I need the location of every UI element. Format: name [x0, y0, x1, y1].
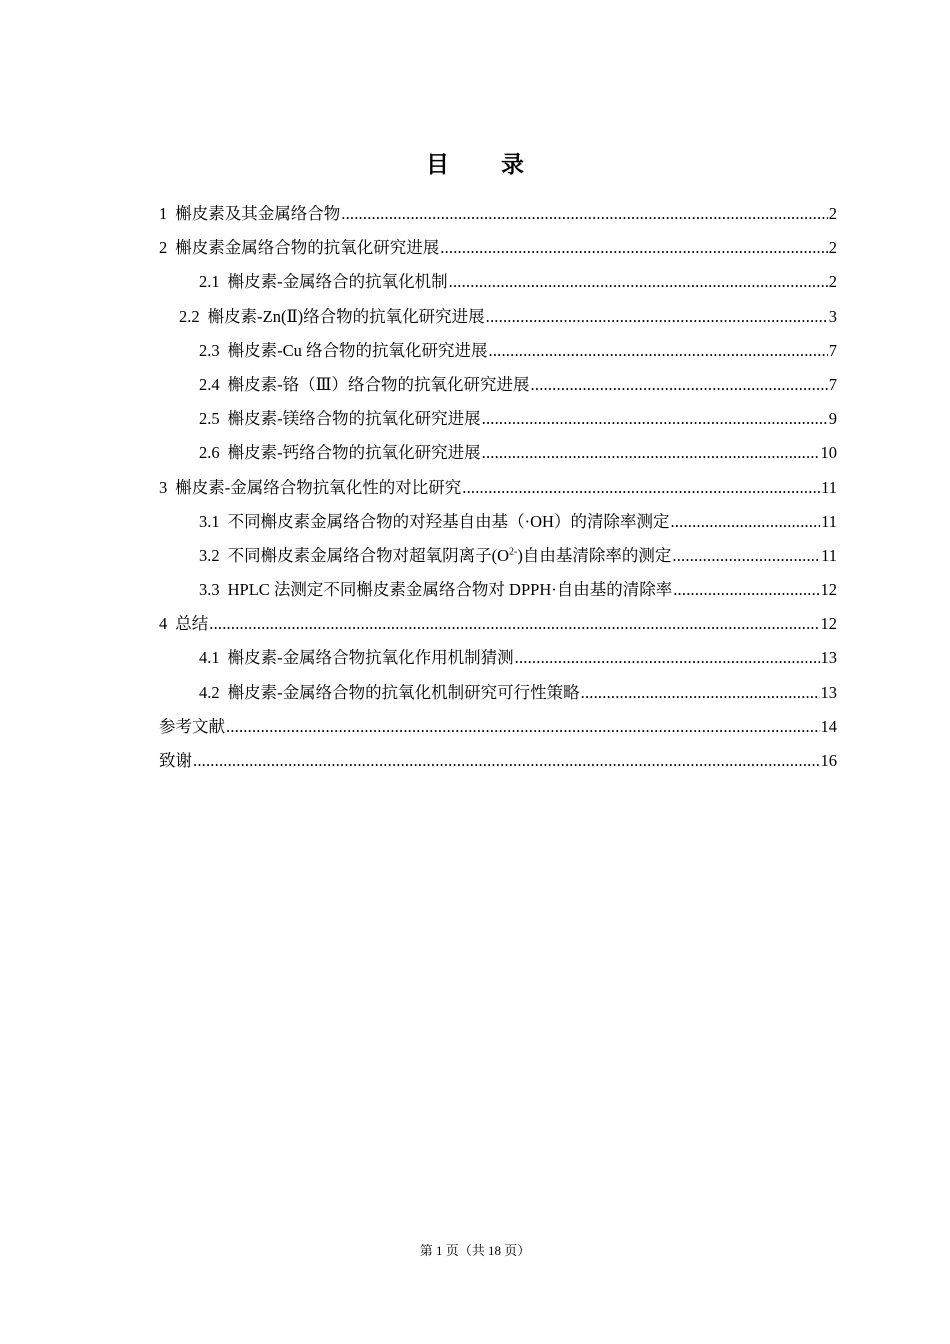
toc-text: 槲皮素及其金属络合物 [175, 204, 341, 223]
toc-entry-2[interactable] [159, 231, 837, 265]
toc-leader [482, 436, 820, 470]
toc-page-number: 7 [828, 340, 837, 360]
toc-entry-acknowledgements[interactable] [159, 744, 837, 778]
toc-entry-2-3[interactable] [159, 334, 837, 368]
toc-text: HPLC 法测定不同槲皮素金属络合物对 DPPH·自由基的清除率 [227, 580, 673, 600]
toc-number: 4 [159, 614, 168, 634]
toc-page-number: 12 [820, 580, 837, 600]
toc-number: 4.2 [199, 682, 220, 702]
toc-leader [193, 744, 820, 778]
toc-entry-references[interactable] [159, 710, 837, 744]
toc-text: 不同槲皮素金属络合物的对羟基自由基（·OH）的清除率测定 [227, 511, 670, 531]
toc-leader [581, 676, 820, 710]
toc-entry-3-3[interactable] [159, 573, 837, 607]
toc-number: 3.3 [199, 580, 220, 600]
table-of-contents [159, 197, 837, 778]
toc-entry-2-4[interactable] [159, 368, 837, 402]
toc-number: 2.6 [199, 443, 220, 463]
toc-leader [482, 402, 828, 436]
toc-number: 2.4 [199, 374, 220, 394]
toc-number: 2.1 [199, 272, 220, 292]
toc-text: 槲皮素-铬（Ⅲ）络合物的抗氧化研究进展 [227, 374, 530, 394]
toc-leader [673, 573, 819, 607]
toc-leader [462, 471, 820, 505]
toc-page-number: 2 [828, 204, 837, 223]
toc-text: 槲皮素-Cu 络合物的抗氧化研究进展 [227, 340, 488, 360]
toc-number: 3.2 [199, 545, 220, 565]
toc-page-number: 2 [828, 272, 837, 292]
toc-entry-2-1[interactable] [159, 265, 837, 299]
toc-text: 槲皮素-Zn(Ⅱ)络合物的抗氧化研究进展 [207, 306, 485, 326]
toc-number: 2.2 [179, 306, 200, 326]
toc-page-number: 16 [820, 751, 837, 770]
toc-leader [449, 265, 828, 299]
toc-entry-4-1[interactable] [159, 641, 837, 675]
toc-page-number: 11 [821, 511, 837, 531]
toc-entry-2-5[interactable] [159, 402, 837, 436]
toc-entry-4[interactable] [159, 607, 837, 641]
toc-entry-4-2[interactable] [159, 676, 837, 710]
page-title: 目 录 [425, 152, 546, 178]
toc-leader [670, 505, 820, 539]
toc-leader [341, 197, 828, 231]
toc-number: 3 [159, 477, 168, 497]
toc-number: 2 [159, 238, 168, 258]
toc-entry-3[interactable] [159, 471, 837, 505]
toc-text: 总结 [175, 614, 209, 634]
toc-text-post: )自由基清除率的测定 [517, 545, 672, 565]
toc-entry-2-2[interactable] [159, 300, 837, 334]
toc-text [228, 539, 672, 573]
toc-page-number: 2 [828, 238, 837, 258]
toc-page-number: 11 [821, 545, 837, 565]
toc-page-number: 14 [820, 716, 837, 736]
toc-text: 槲皮素-金属络合物的抗氧化机制研究可行性策略 [227, 682, 580, 702]
toc-page-number: 11 [821, 477, 837, 497]
toc-leader [209, 607, 819, 641]
toc-text: 参考文献 [159, 716, 225, 736]
toc-text: 槲皮素-金属络合的抗氧化机制 [227, 272, 448, 292]
toc-leader [672, 539, 820, 573]
toc-text: 槲皮素-钙络合物的抗氧化研究进展 [227, 443, 481, 463]
toc-page-number: 13 [820, 648, 837, 668]
toc-text: 槲皮素-镁络合物的抗氧化研究进展 [227, 409, 481, 429]
toc-page-number: 12 [820, 614, 837, 634]
toc-leader [515, 641, 820, 675]
toc-number: 3.1 [199, 511, 220, 531]
toc-number: 2.5 [199, 409, 220, 429]
toc-leader [486, 300, 828, 334]
toc-text: 槲皮素-金属络合物抗氧化性的对比研究 [175, 477, 462, 497]
toc-page-number: 10 [820, 443, 837, 463]
toc-leader [440, 231, 828, 265]
toc-entry-2-6[interactable] [159, 436, 837, 470]
toc-text-pre: 不同槲皮素金属络合物对超氧阴离子(O [227, 545, 510, 565]
toc-text: 槲皮素金属络合物的抗氧化研究进展 [175, 238, 440, 258]
toc-entry-3-1[interactable] [159, 505, 837, 539]
toc-leader [226, 710, 820, 744]
toc-page-number: 7 [828, 374, 837, 394]
toc-number: 1 [159, 204, 168, 223]
toc-leader [489, 334, 828, 368]
toc-leader [531, 368, 828, 402]
toc-entry-3-2[interactable] [159, 539, 837, 573]
superscript-charge: 2- [509, 546, 518, 558]
toc-page-number: 3 [828, 306, 837, 326]
toc-text: 致谢 [159, 751, 192, 770]
toc-number: 2.3 [199, 340, 220, 360]
toc-entry-1[interactable] [159, 197, 837, 231]
page-footer: 第 1 页（共 18 页） [419, 1243, 531, 1258]
toc-number: 4.1 [199, 648, 220, 668]
toc-page-number: 13 [820, 682, 837, 702]
toc-page-number: 9 [828, 409, 837, 429]
toc-text: 槲皮素-金属络合物抗氧化作用机制猜测 [227, 648, 514, 668]
